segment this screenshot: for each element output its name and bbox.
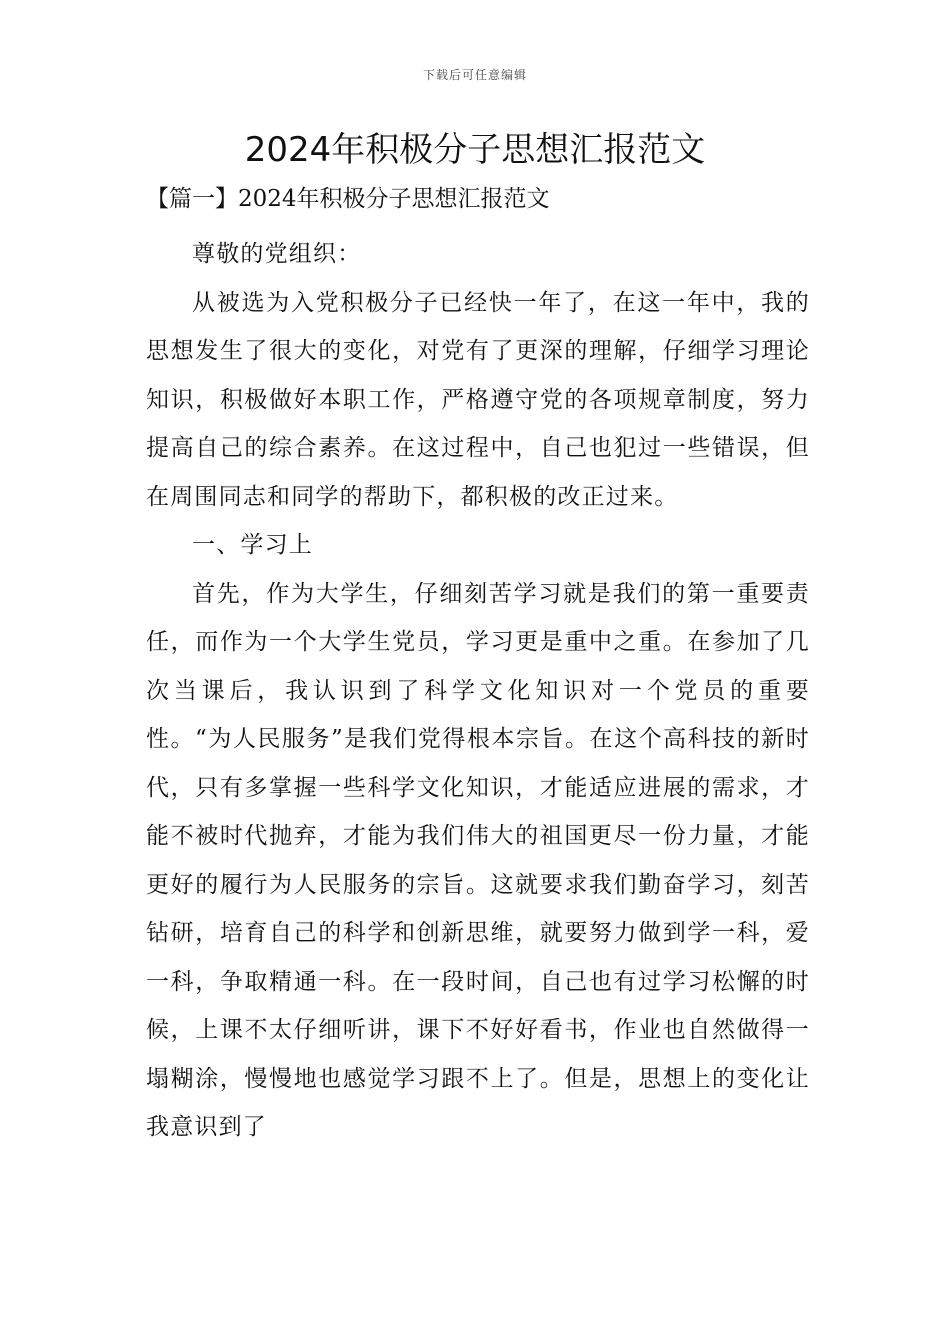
paragraph-study: 首先，作为大学生，仔细刻苦学习就是我们的第一重要责任，而作为一个大学生党员，学习更是重中之重。在参加了几次当课后，我认识到了科学文化知识对一个党员的重要性。“为人民服务”是我们党得根本宗旨。在这个高科技的新时代，只有多掌握一些科学文化知识，才能适应进展的需求，才能不被时代抛弃，才能为我们伟大的祖国更尽一份力量，才能更好的履行为人民服务的宗旨。这就要求我们勤奋学习，刻苦钻研，培育自己的科学和创新思维，就要努力做到学一科，爱一科，争取精通一科。在一段时间，自己也有过学习松懈的时候，上课不太仔细听讲，课下不好好看书，作业也自然做得一塌糊涂，慢慢地也感觉学习跟不上了。但是，思想上的变化让我意识到了 (146, 580, 810, 1140)
salutation: 尊敬的党组织： (192, 241, 362, 267)
document-body (146, 230, 810, 1152)
header-note: 下载后可任意编辑 (422, 68, 527, 82)
paragraph-intro: 从被选为入党积极分子已经快一年了，在这一年中，我的思想发生了很大的变化，对党有了更深的理解，仔细学习理论知识，积极做好本职工作，严格遵守党的各项规章制度，努力提高自己的综合素养。在这过程中，自己也犯过一些错误，但在周围同志和同学的帮助下，都积极的改正过来。 (146, 289, 810, 510)
section-heading-study: 一、学习上 (192, 532, 313, 558)
section-label: 【篇一】2024年积极分子思想汇报范文 (146, 186, 550, 212)
document-title: 2024年积极分子思想汇报范文 (244, 130, 706, 170)
